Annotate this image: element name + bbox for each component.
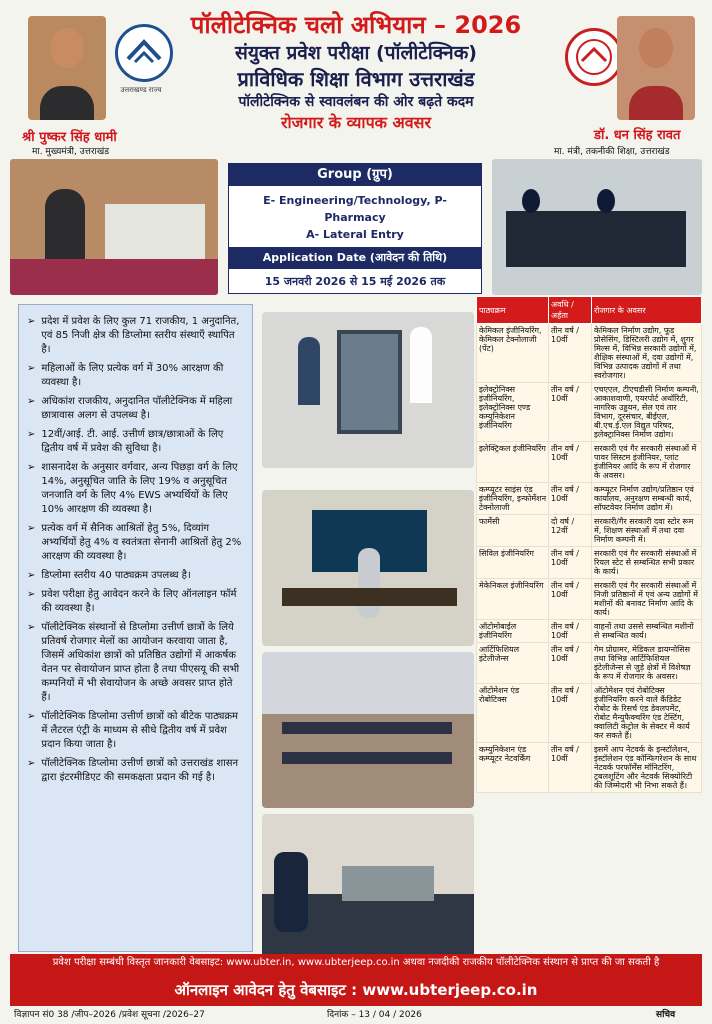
tagline: पॉलीटेक्निक से स्वावलंबन की ओर बढ़ते कदम [238, 94, 474, 110]
minister-role: मा. मंत्री, तकनीकी शिक्षा, उत्तराखंड [554, 147, 670, 157]
group-info-box [228, 163, 482, 294]
application-date-label: Application Date (आवेदन की तिथि) [229, 247, 481, 269]
information-bullet: ➢ पॉलीटेक्निक डिप्लोमा उत्तीर्ण छात्रों को उत्तराखंड शासन द्वारा इंटरमीडिएट की समकक्षता प्रदान की गई है। [27, 758, 239, 783]
education-image-column [262, 312, 474, 946]
jobs-column-header: रोजगार के अवसर [592, 297, 702, 324]
classroom-event-photo [10, 159, 218, 295]
group-title: Group (ग्रुप) [229, 164, 481, 186]
lab-machine-image [262, 312, 474, 468]
logo-caption: उत्तराखण्ड राज्य [120, 86, 162, 94]
online-application-website: ऑनलाइन आवेदन हेतु वेबसाइट : www.ubterjeep.co.in [10, 978, 702, 1006]
table-row: कम्युनिकेशन एंड कम्प्यूटर नेटवर्किंग तीन वर्ष / 10वीं इसमें आप नेटवर्क के इन्स्टॉलेशन, इंस्टॉलेशन एंड कॉन्फिगरेशन के साथ नेटवर्क परफॉर्मेंस मॉनिटरिंग, ट्रबलशूटिंग और नेटवर्क सिक्योरिटी की जिम्मेदारी भी निभा सकते हैं। [477, 743, 702, 793]
table-row: इलेक्ट्रोनिक्स इंजीनियरिंग, इलेक्ट्रोनिक्स एण्ड कम्युनिकेशन इंजीनियरिंग तीन वर्ष / 10वीं एचएएल, टीएचडीसी निर्माण कम्पनी, आकाशवाणी, एयरपोर्ट अथॉरिटी, नागरिक उड्डयन, सेल एवं तार विभाग, दूरसंचार, बीईएल, बी.एच.ई.एल विद्युत परिषद, इलेक्ट्रानिक्स निर्माण उद्योग। [477, 383, 702, 442]
information-bullet: ➢ 12वीं/आई. टी. आई. उत्तीर्ण छात्र/छात्राओं के लिए द्वितीय वर्ष में प्रवेश की सुविधा है। [27, 429, 224, 454]
information-bullet: ➢ अधिकांश राजकीय, अनुदानित पॉलीटेक्निक में महिला छात्रावास अलग से उपलब्ध है। [27, 396, 233, 421]
table-row: इलेक्ट्रिकल इंजीनियरिंग तीन वर्ष / 10वीं सरकारी एवं गैर सरकारी संस्थाओं में पावर सिस्टम इंजीनियर, प्लांट इंजीनियर आदि के रूप में रोजगार के अवसर। [477, 442, 702, 483]
uttarakhand-logo [115, 24, 173, 82]
minister-photo [617, 16, 695, 120]
information-bullet: ➢ प्रवेश परीक्षा हेतु आवेदन करने के लिए ऑनलाइन फॉर्म की व्यवस्था है। [27, 589, 237, 614]
table-row: ऑटोमोबाईल इंजीनियरिंग तीन वर्ष / 10वीं वाहनों तथा उससे सम्बन्धित मशीनों से सम्बन्धित कार्य। [477, 620, 702, 643]
duration-column-header: अवधि / अर्हता [549, 297, 592, 324]
information-list [18, 304, 253, 952]
table-row: ऑटोमेशन एंड रोबोटिक्स तीन वर्ष / 10वीं ऑटोमेशन एवं रोबोटिक्स इंजीनियरिंग करने वाले कैंडिडेट रोबोट के रिसर्च एंड डेवलपमेंट, रोबोट मैन्युफैक्चरिंग एंड टेस्टिंग, क्वालिटी कंट्रोल के सेक्टर में कार्य कर सकते हैं। [477, 684, 702, 743]
exam-title: संयुक्त प्रवेश परीक्षा (पॉलीटेक्निक) [235, 42, 477, 64]
poster [10, 6, 702, 1018]
group-lateral-line: A- Lateral Entry [306, 228, 404, 241]
exam-hall-image [262, 652, 474, 808]
table-row: मेकेनिकल इंजीनियरिंग तीन वर्ष / 10वीं सरकारी एवं गैर सरकारी संस्थाओं में निजी प्रतिष्ठानों में एवं अन्य उद्योगों में मशीनों की बनावट निर्माण आदि के कार्य। [477, 579, 702, 620]
information-bullet: ➢ डिप्लोमा स्तरीय 40 पाठ्यक्रम उपलब्ध है। [27, 570, 191, 581]
information-bullet: ➢ प्रदेश में प्रवेश के लिए कुल 71 राजकीय, 1 अनुदानित, एवं 85 निजी क्षेत्र की डिप्लोमा स्तरीय संस्थाएँ स्थापित है। [27, 316, 240, 355]
chief-minister-role: मा. मुख्यमंत्री, उत्तराखंड [32, 147, 110, 157]
computer-lab-photo [492, 159, 702, 295]
opportunity-title: रोजगार के व्यापक अवसर [280, 113, 431, 132]
workshop-image [262, 814, 474, 970]
group-engineering-line: E- Engineering/Technology, P-Pharmacy [263, 194, 447, 224]
course-opportunity-table [476, 296, 702, 793]
information-bullet: ➢ पॉलीटेक्निक संस्थानों से डिप्लोमा उत्तीर्ण छात्रों के लिये प्रतिवर्ष रोजगार मेलों का आयोजन करवाया जाता है, जिसमें अधिकांश छात्रों को प्रतिष्ठित उद्योगों में आकर्षक वेतन पर सेवायोजन प्राप्त होता है तथा पीएसयू की सभी कम्पनियों में भी सेवायोजन के अच्छे अवसर प्राप्त होते हैं। [27, 622, 240, 703]
website-information: प्रवेश परीक्षा सम्बंधी विस्तृत जानकारी वेबसाइट: www.ubter.in, www.ubterjeep.co.in अथवा नजदीकी राजकीय पॉलीटेक्निक संस्थान से प्राप्त की जा सकती है [10, 954, 702, 984]
information-bullet: ➢ महिलाओं के लिए प्रत्येक वर्ग में 30% आरक्षण की व्यवस्था है। [27, 363, 224, 388]
department-title: प्राविधिक शिक्षा विभाग उत्तराखंड [237, 67, 475, 91]
information-bullet: ➢ शासनादेश के अनुसार वर्गवार, अन्य पिछड़ा वर्ग के लिए 14%, अनुसूचित जाति के लिए 19% व अनुसूचित जनजाति वर्ग के लिए 4% EWS अभ्यर्थियों के लिए 10% आरक्षण की व्यवस्था है। [27, 462, 238, 515]
table-row: आर्टिफिशियल इंटेलीजेन्स तीन वर्ष / 10वीं गेम प्रोग्रामर, मेडिकल डायग्नोसिस तथा विभिन्न आर्टिफिशियल इंटेलीजेन्स से जुड़े क्षेत्रों में विशेषज्ञ के रूप में रोजगार के अवसर। [477, 643, 702, 684]
course-column-header: पाठ्यक्रम [477, 297, 549, 324]
advertisement-number: विज्ञापन सं0 38 /जीप–2026 /प्रवेश सूचना /2026–27 [14, 1010, 205, 1020]
table-row: केमिकल इंजीनियरिंग, केमिकल टेक्नोलाजी (पेंट) तीन वर्ष / 10वीं केमिकल निर्माण उद्योग, फूड प्रोसेसिंग, डिस्टिलरी उद्योग में, शुगर मिल्स में, विभिन्न सरकारी उद्योगों में, शैक्षिक संस्थाओं में, दवा उद्योगों में, विभिन्न उत्पादक उद्योगों में तथा स्वरोजगार। [477, 324, 702, 383]
chief-minister-photo [28, 16, 106, 120]
header [10, 6, 702, 158]
ai-classroom-image [262, 490, 474, 646]
education-department-logo [565, 28, 623, 86]
information-bullet: ➢ पॉलीटेक्निक डिप्लोमा उत्तीर्ण छात्रों को बीटेक पाठ्यक्रम में लैटरल एंट्री के माध्यम से सीधे द्वितीय वर्ष में प्रवेश प्रदान किया जाता है। [27, 711, 239, 750]
table-row: सिविल इंजीनियरिंग तीन वर्ष / 10वीं सरकारी एवं गैर सरकारी संस्थाओं में रियल स्टेट से सम्बन्धित सभी प्रकार के कार्य। [477, 547, 702, 579]
campaign-title: पॉलीटेक्निक चलो अभियान – 2026 [190, 11, 522, 39]
information-bullet: ➢ प्रत्येक वर्ग में सैनिक आश्रितों हेतु 5%, दिव्यांग अभ्यर्थियों हेतु 4% व स्वतंत्रता सेनानी आश्रितों हेतु 2% आरक्षण की व्यवस्था है। [27, 523, 242, 562]
header-title-block [170, 10, 542, 134]
secretary-label: सचिव [656, 1010, 676, 1020]
chief-minister-name: श्री पुष्कर सिंह धामी [22, 130, 117, 145]
table-row: कम्प्यूटर साइंस एंड इंजीनियरिंग, इन्फोर्मेशन टेक्नोलाजी तीन वर्ष / 10वीं कम्प्यूटर निर्माण उद्योग/प्रतिष्ठान एवं कार्यालय, अनुरक्षण सम्बन्धी कार्य, सॉफ्टवेयर निर्माण उद्योग में। [477, 483, 702, 515]
application-date: 15 जनवरी 2026 से 15 मई 2026 तक [264, 275, 446, 288]
notice-date: दिनांक – 13 / 04 / 2026 [327, 1010, 422, 1020]
minister-name: डॉ. धन सिंह रावत [594, 128, 681, 143]
table-row: फार्मेसी दो वर्ष / 12वीं सरकारी/गैर सरकारी दवा स्टोर रूम में, शिक्षण संस्थाओं में तथा दवा निर्माण कम्पनी में। [477, 515, 702, 547]
